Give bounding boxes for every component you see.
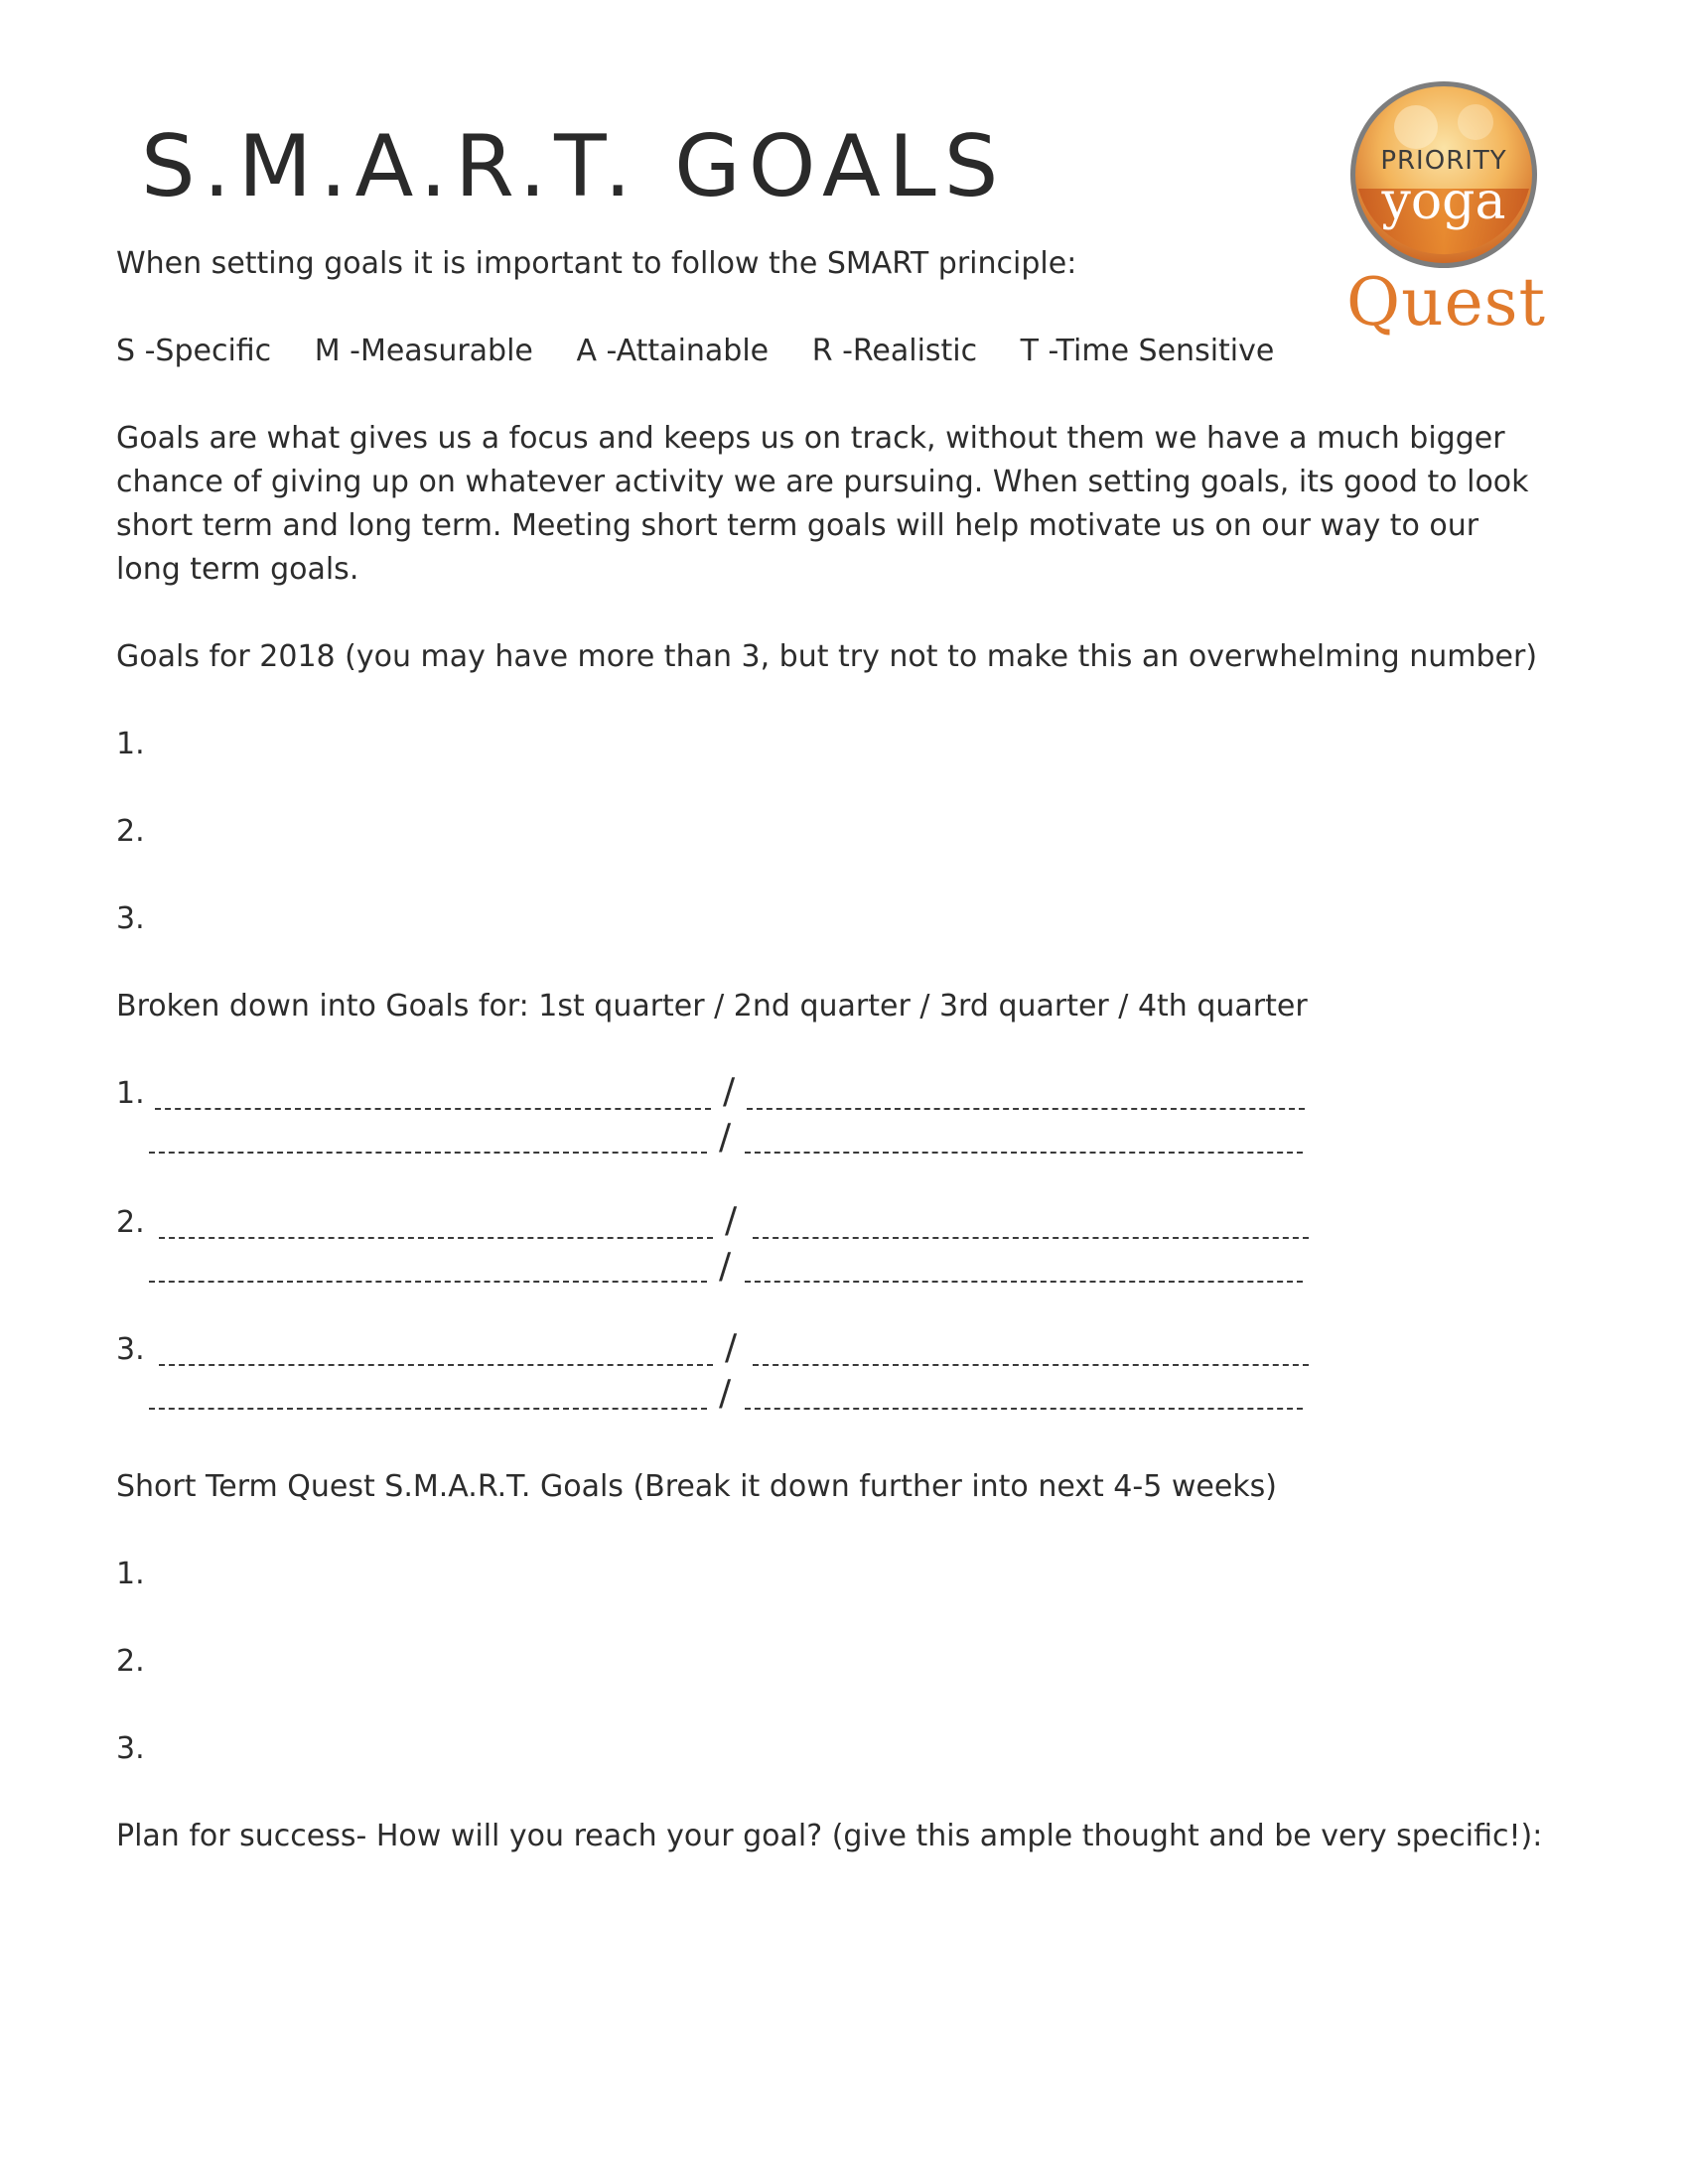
logo-top-text: PRIORITY xyxy=(1380,146,1507,176)
quarters-heading: Broken down into Goals for: 1st quarter / 2nd quarter / 3rd quarter / 4th quarter xyxy=(116,989,1308,1024)
paragraph-line: chance of giving up on whatever activity we are pursuing. When setting goals, its good to look xyxy=(116,465,1529,499)
short-term-number: 2. xyxy=(116,1644,145,1679)
goal-number: 1. xyxy=(116,727,145,761)
quarter-slash: / xyxy=(725,1200,738,1241)
logo-bottom-text: Quest xyxy=(1346,264,1547,341)
smart-measurable: M -Measurable xyxy=(314,334,533,368)
quarter-goal-number: 3. xyxy=(116,1332,145,1367)
goal-number: 3. xyxy=(116,901,145,936)
intro-text: When setting goals it is important to follow the SMART principle: xyxy=(116,246,1077,281)
quarter-slash: / xyxy=(719,1117,732,1158)
plan-heading: Plan for success- How will you reach your goal? (give this ample thought and be very specific!): xyxy=(116,1819,1543,1853)
quarter-slash: / xyxy=(719,1246,732,1287)
short-term-number: 1. xyxy=(116,1557,145,1591)
quarter-goal-number: 1. xyxy=(116,1076,145,1111)
logo-middle-text: yoga xyxy=(1381,172,1506,231)
q3-answer-line[interactable] xyxy=(149,1281,707,1283)
quarter-slash: / xyxy=(719,1373,732,1414)
smart-realistic: R -Realistic xyxy=(811,334,978,368)
short-term-number: 3. xyxy=(116,1731,145,1766)
short-term-heading: Short Term Quest S.M.A.R.T. Goals (Break it down further into next 4-5 weeks) xyxy=(116,1469,1278,1504)
q2-answer-line[interactable] xyxy=(753,1364,1309,1366)
q4-answer-line[interactable] xyxy=(745,1408,1303,1410)
quarter-goal-number: 2. xyxy=(116,1205,145,1240)
quarter-slash: / xyxy=(725,1327,738,1368)
goals-heading: Goals for 2018 (you may have more than 3, but try not to make this an overwhelming number) xyxy=(116,639,1538,674)
q2-answer-line[interactable] xyxy=(747,1108,1305,1110)
smart-time-sensitive: T -Time Sensitive xyxy=(1020,334,1275,368)
q1-answer-line[interactable] xyxy=(155,1108,711,1110)
page-title: S.M.A.R.T. GOALS xyxy=(141,117,1007,216)
smart-principle-list xyxy=(116,330,1308,373)
goals-explanation-paragraph xyxy=(116,417,1606,592)
q1-answer-line[interactable] xyxy=(159,1237,713,1239)
q3-answer-line[interactable] xyxy=(149,1152,707,1154)
priority-yoga-quest-logo xyxy=(1346,77,1547,345)
paragraph-line: Goals are what gives us a focus and keeps us on track, without them we have a much bigger xyxy=(116,421,1505,456)
q4-answer-line[interactable] xyxy=(745,1281,1303,1283)
q3-answer-line[interactable] xyxy=(149,1408,707,1410)
logo-badge-icon xyxy=(1346,77,1541,272)
smart-attainable: A -Attainable xyxy=(576,334,770,368)
smart-specific: S -Specific xyxy=(116,334,272,368)
paragraph-line: long term goals. xyxy=(116,552,359,587)
q1-answer-line[interactable] xyxy=(159,1364,713,1366)
q2-answer-line[interactable] xyxy=(753,1237,1309,1239)
quarter-slash: / xyxy=(723,1071,736,1112)
goal-number: 2. xyxy=(116,814,145,849)
paragraph-line: short term and long term. Meeting short term goals will help motivate us on our way to our xyxy=(116,508,1479,543)
q4-answer-line[interactable] xyxy=(745,1152,1303,1154)
